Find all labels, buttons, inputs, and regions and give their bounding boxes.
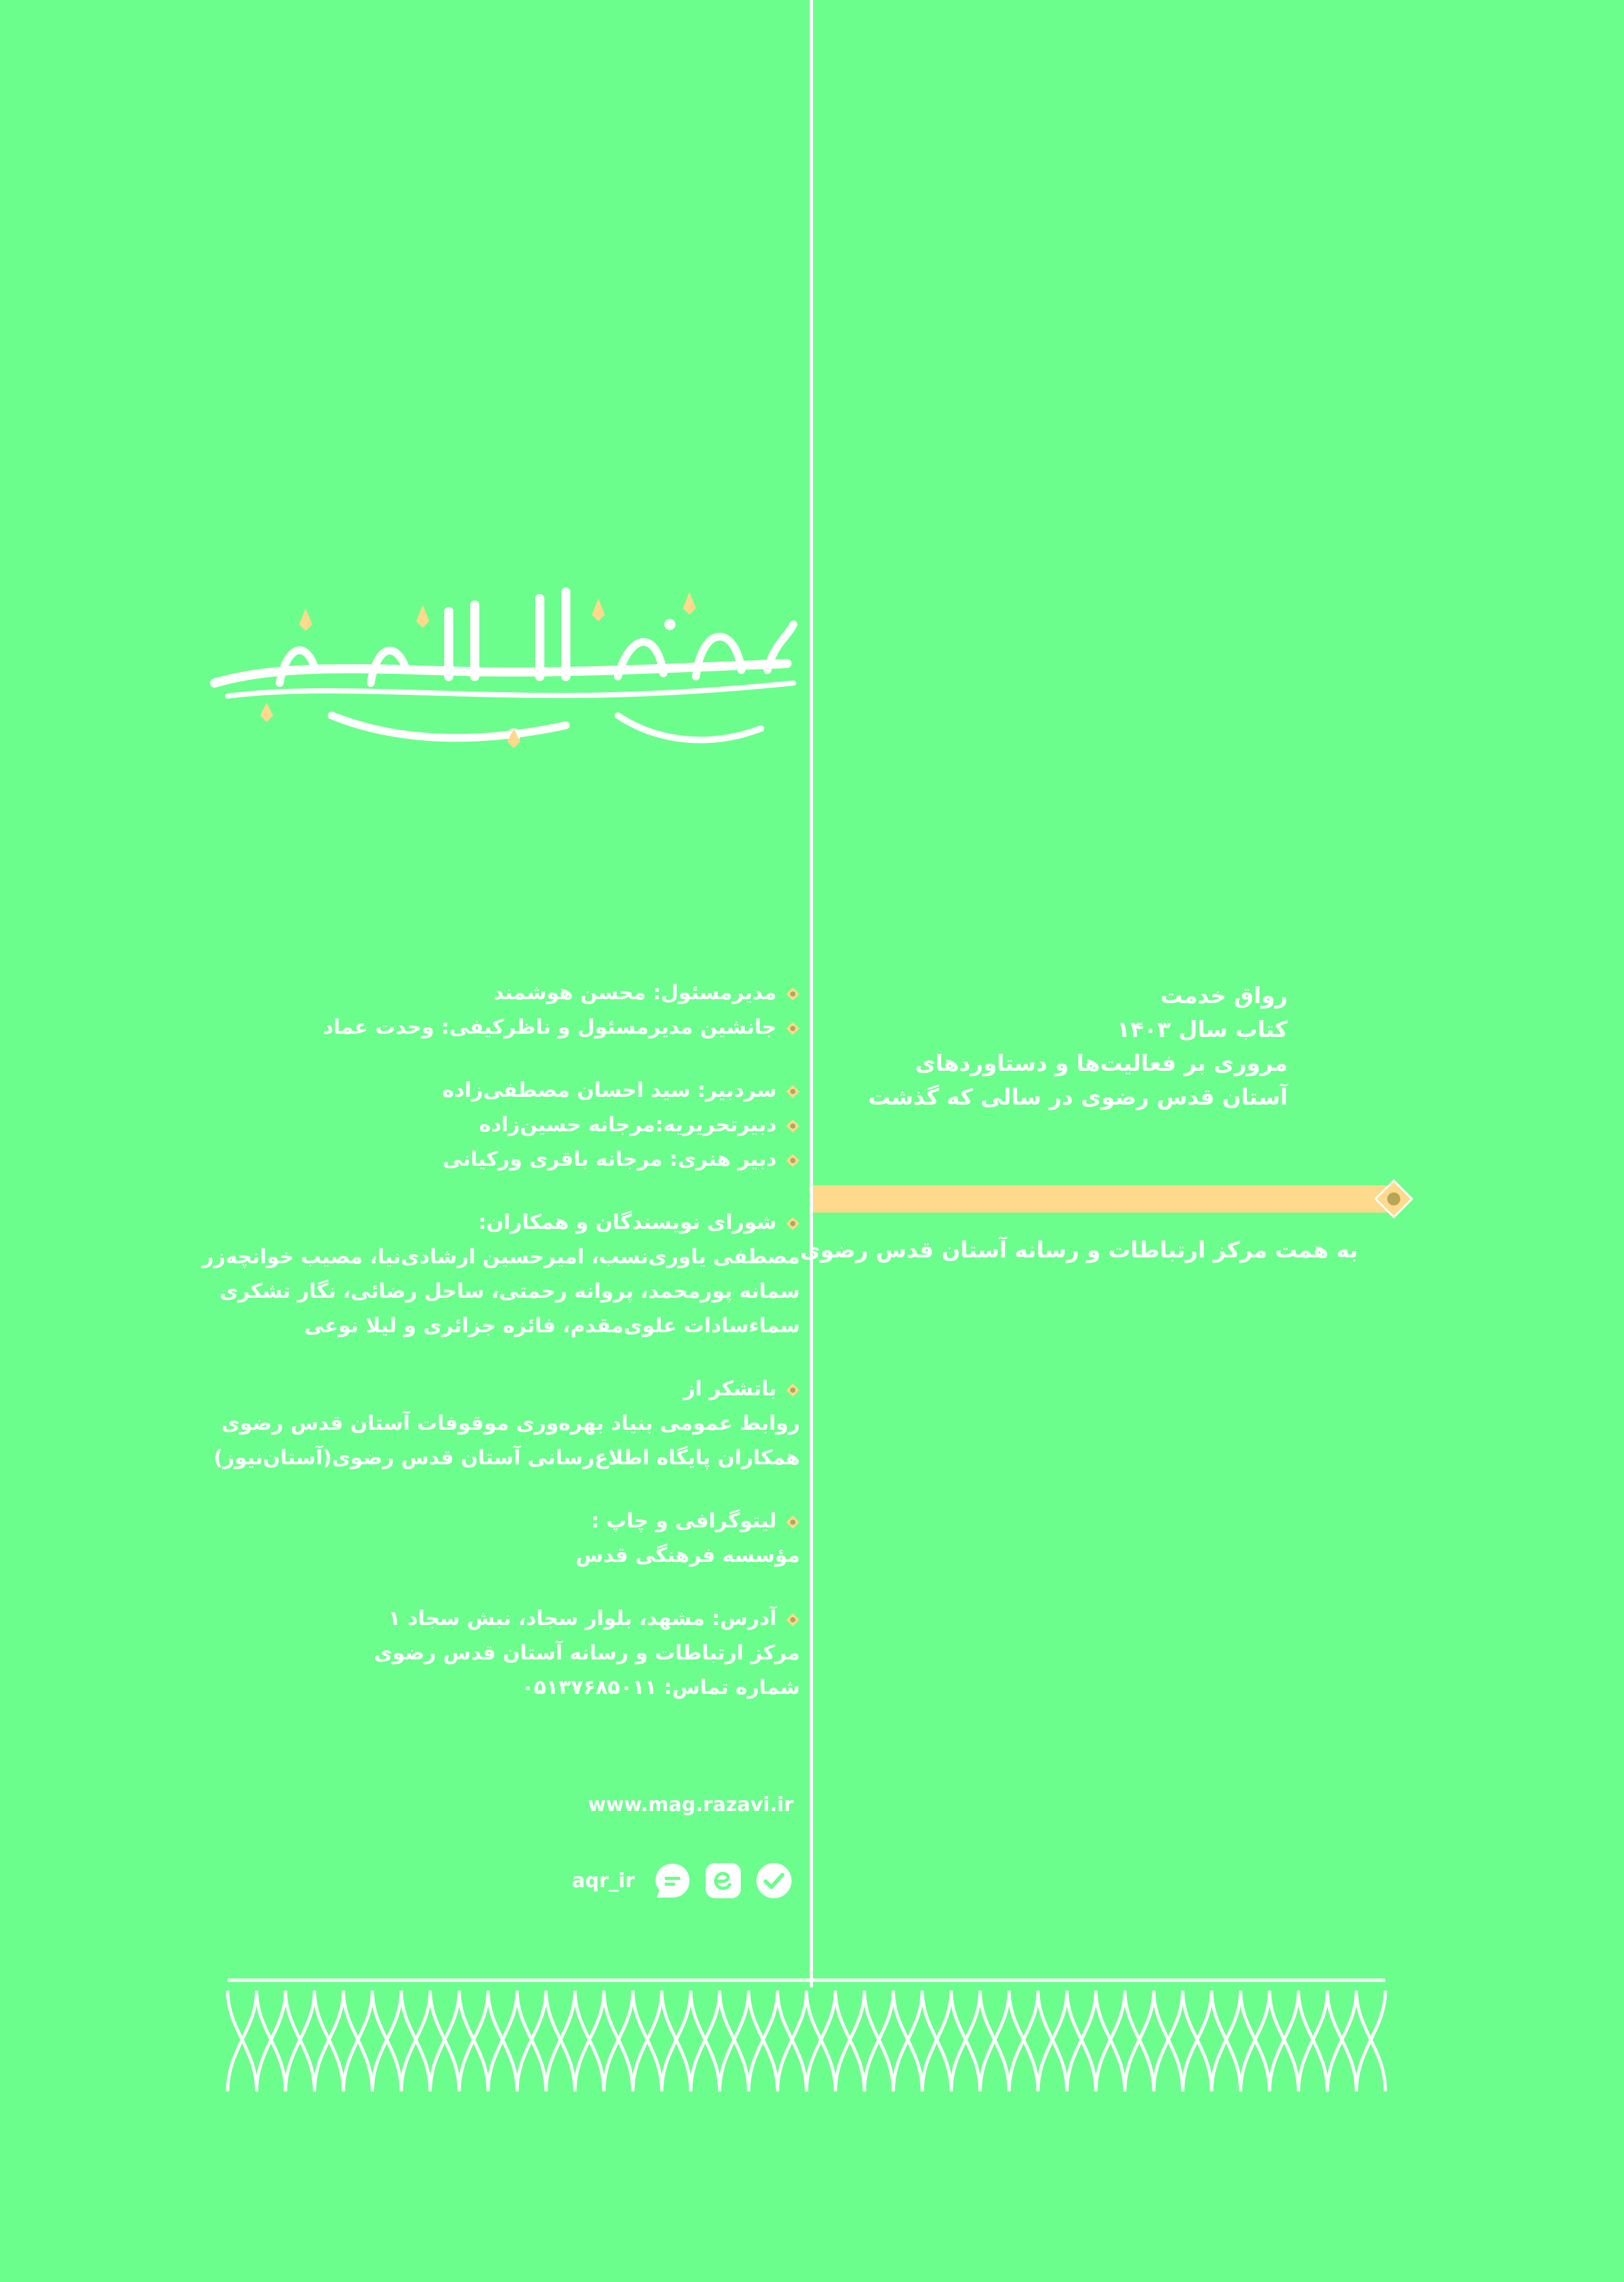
social-handle[interactable]: aqr_ir (572, 1869, 635, 1892)
diamond-bullet-icon (786, 1383, 800, 1397)
credit-line: مرکز ارتباطات و رسانه آستان قدس رضوی (373, 1641, 800, 1665)
credits (202, 976, 800, 1734)
credit-line: شماره تماس: ۰۵۱۳۷۶۸۵۰۱۱ (521, 1676, 800, 1699)
credit-line: مصطفی یاوری‌نسب، امیرحسین ارشادی‌نیا، مصیب خوانچه‌زر (202, 1245, 800, 1269)
printing-group (221, 1504, 800, 1573)
diamond-bullet-icon (786, 1084, 800, 1099)
social-bar (566, 1858, 793, 1903)
credit-row: دبیرتحریریه:مرجانه حسین‌زاده (221, 1108, 800, 1142)
credit-row: دبیر هنری: مرجانه باقری ورکیانی (221, 1142, 800, 1177)
soroush-icon[interactable] (754, 1861, 793, 1900)
diamond-bullet-icon (786, 1153, 800, 1168)
decorative-arch-pattern (221, 1978, 1392, 2095)
band-ornament-icon (1374, 1179, 1413, 1218)
center-divider (810, 0, 813, 1987)
credit-heading: باتشکر از (221, 1372, 800, 1406)
credit-line: همکاران پایگاه اطلاع‌رسانی آستان قدس رضوی(آستان‌نیوز) (213, 1446, 800, 1470)
diamond-bullet-icon (786, 987, 800, 1001)
diamond-bullet-icon (786, 1613, 800, 1627)
address-group (221, 1602, 800, 1705)
credit-heading: آدرس: مشهد، بلوار سجاد، نبش سجاد ۱ (221, 1602, 800, 1636)
publication-info (832, 979, 1288, 1114)
writers-group (202, 1205, 800, 1343)
publication-line: مروری بر فعالیت‌ها و دستاوردهای (915, 1051, 1288, 1077)
credit-row: سردبیر: سید احسان مصطفی‌زاده (221, 1073, 800, 1108)
diamond-bullet-icon (786, 1216, 800, 1231)
credit-line: سماء‌سادات علوی‌مقدم، فائزه جزائری و لیلا نوعی (304, 1314, 800, 1337)
diamond-bullet-icon (786, 1021, 800, 1036)
diamond-bullet-icon (786, 1119, 800, 1133)
credit-line: روابط عمومی بنیاد بهره‌وری موقوفات آستان قدس رضوی (221, 1412, 800, 1435)
thanks-group (213, 1372, 800, 1475)
credit-row: جانشین مدیرمسئول و ناظرکیفی: وحدت عماد (221, 1010, 800, 1045)
diamond-bullet-icon (786, 1515, 800, 1529)
credit-heading: لیتوگرافی و چاپ : (221, 1504, 800, 1538)
publication-line: رواق خدمت (1160, 983, 1288, 1009)
website-link[interactable]: www.mag.razavi.ir (587, 1793, 793, 1816)
accent-band (813, 1185, 1395, 1213)
editorial-group (221, 1073, 800, 1177)
publication-line: کتاب سال ۱۴۰۳ (1117, 1017, 1288, 1043)
credit-line: سمانه پورمحمد، پروانه رحمتی، ساحل رضائی، نگار تشکری (219, 1280, 800, 1303)
bale-icon[interactable] (653, 1861, 692, 1900)
management-group (221, 976, 800, 1045)
support-line: به همت مرکز ارتباطات و رسانه آستان قدس رضوی (800, 1237, 1358, 1263)
basmala-calligraphy (202, 585, 819, 768)
publication-line: آستان قدس رضوی در سالی که گذشت (868, 1084, 1288, 1110)
credit-line: مؤسسه فرهنگی قدس (575, 1544, 800, 1567)
credit-row: مدیرمسئول: محسن هوشمند (221, 976, 800, 1010)
credit-heading: شورای نویسندگان و همکاران: (221, 1205, 800, 1240)
eitaa-icon[interactable] (704, 1861, 743, 1900)
